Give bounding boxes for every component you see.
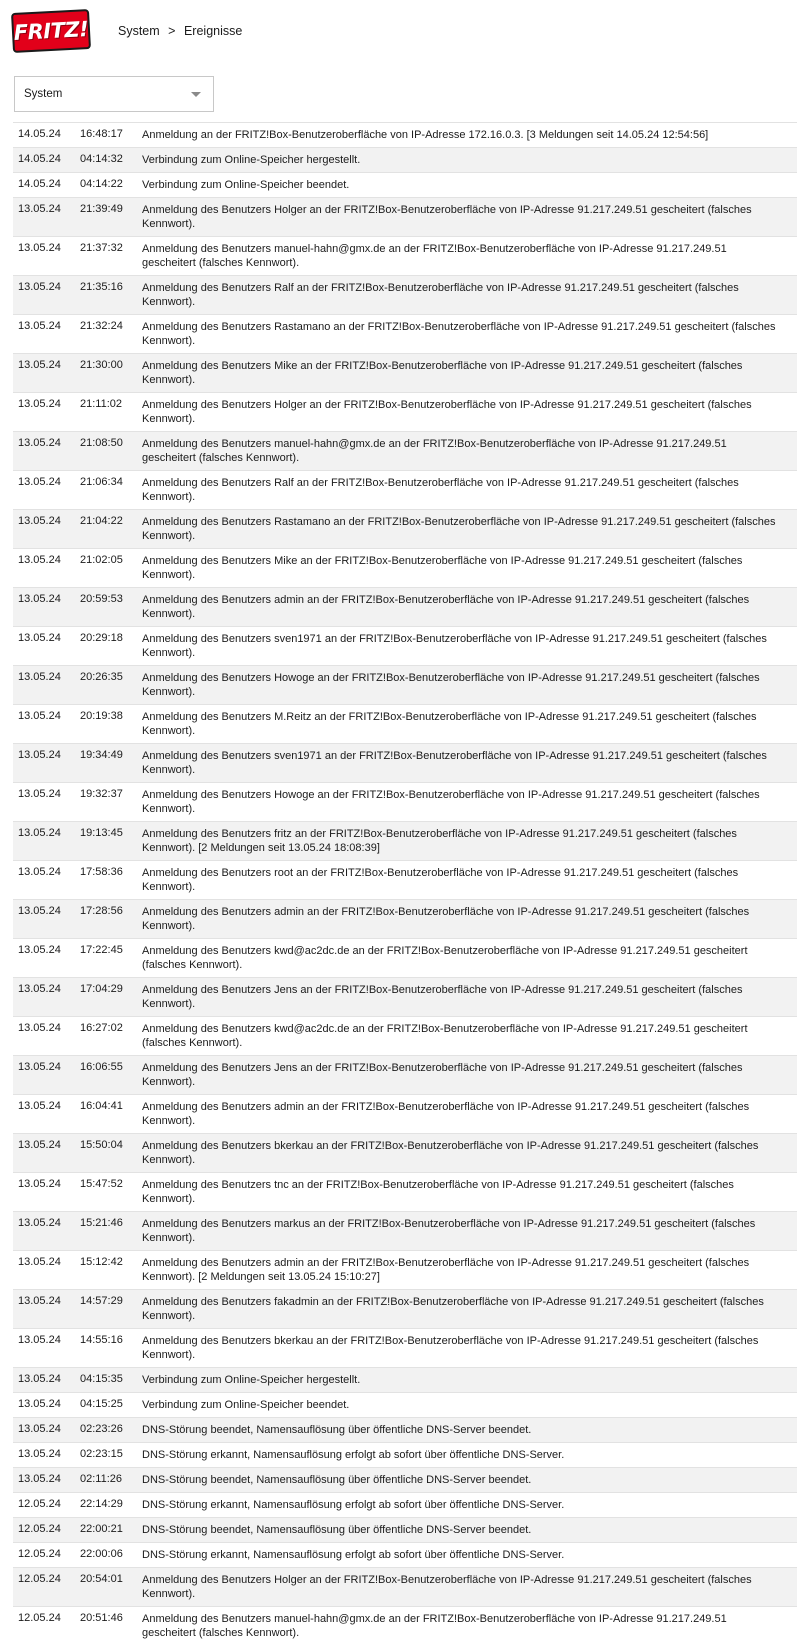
event-time: 22:00:06 bbox=[80, 1548, 123, 1560]
event-date: 13.05.24 bbox=[18, 1448, 61, 1460]
event-date: 13.05.24 bbox=[18, 788, 61, 800]
event-date: 13.05.24 bbox=[18, 749, 61, 761]
event-message: Anmeldung des Benutzers Holger an der FRITZ!Box-Benutzeroberfläche von IP-Adresse 91.217.249.51 gescheitert (falsches Kennwort). bbox=[142, 1574, 752, 1600]
event-time: 15:50:04 bbox=[80, 1139, 123, 1151]
event-message: Anmeldung des Benutzers kwd@ac2dc.de an der FRITZ!Box-Benutzeroberfläche von IP-Adresse 91.217.249.51 gescheitert (falsches Kennwort). bbox=[142, 1023, 748, 1049]
event-row bbox=[13, 1468, 797, 1493]
event-row bbox=[13, 939, 797, 978]
event-message: Anmeldung des Benutzers Rastamano an der FRITZ!Box-Benutzeroberfläche von IP-Adresse 91.217.249.51 gescheitert (falsches Kennwort). bbox=[142, 516, 776, 542]
event-message: Anmeldung des Benutzers Ralf an der FRITZ!Box-Benutzeroberfläche von IP-Adresse 91.217.249.51 gescheitert (falsches Kennwort). bbox=[142, 282, 739, 308]
event-row bbox=[13, 1418, 797, 1443]
event-row bbox=[13, 1607, 797, 1645]
event-message: Anmeldung des Benutzers Jens an der FRITZ!Box-Benutzeroberfläche von IP-Adresse 91.217.249.51 gescheitert (falsches Kennwort). bbox=[142, 1062, 743, 1088]
event-row bbox=[13, 237, 797, 276]
event-row bbox=[13, 783, 797, 822]
breadcrumb-current: Ereignisse bbox=[183, 24, 243, 38]
event-time: 16:48:17 bbox=[80, 128, 123, 140]
event-time: 22:14:29 bbox=[80, 1498, 123, 1510]
event-row bbox=[13, 276, 797, 315]
event-row bbox=[13, 900, 797, 939]
event-time: 04:15:35 bbox=[80, 1373, 123, 1385]
event-date: 13.05.24 bbox=[18, 1423, 61, 1435]
event-time: 04:14:32 bbox=[80, 153, 123, 165]
event-date: 13.05.24 bbox=[18, 515, 61, 527]
event-row bbox=[13, 978, 797, 1017]
event-row bbox=[13, 1329, 797, 1368]
event-row bbox=[13, 123, 797, 148]
event-message: Anmeldung des Benutzers sven1971 an der FRITZ!Box-Benutzeroberfläche von IP-Adresse 91.217.249.51 gescheitert (falsches Kennwort). bbox=[142, 750, 767, 776]
event-time: 21:06:34 bbox=[80, 476, 123, 488]
event-date: 13.05.24 bbox=[18, 1256, 61, 1268]
event-time: 19:32:37 bbox=[80, 788, 123, 800]
event-time: 16:06:55 bbox=[80, 1061, 123, 1073]
event-date: 14.05.24 bbox=[18, 153, 61, 165]
event-date: 13.05.24 bbox=[18, 242, 61, 254]
event-time: 21:04:22 bbox=[80, 515, 123, 527]
event-time: 02:23:15 bbox=[80, 1448, 123, 1460]
event-row bbox=[13, 666, 797, 705]
event-message: Anmeldung des Benutzers Holger an der FRITZ!Box-Benutzeroberfläche von IP-Adresse 91.217.249.51 gescheitert (falsches Kennwort). bbox=[142, 399, 752, 425]
event-date: 12.05.24 bbox=[18, 1548, 61, 1560]
event-message: Anmeldung des Benutzers Holger an der FRITZ!Box-Benutzeroberfläche von IP-Adresse 91.217.249.51 gescheitert (falsches Kennwort). bbox=[142, 204, 752, 230]
event-message: DNS-Störung erkannt, Namensauflösung erfolgt ab sofort über öffentliche DNS-Server. bbox=[142, 1499, 565, 1511]
event-date: 13.05.24 bbox=[18, 944, 61, 956]
event-date: 13.05.24 bbox=[18, 398, 61, 410]
event-row bbox=[13, 1443, 797, 1468]
event-row bbox=[13, 744, 797, 783]
event-message: Anmeldung des Benutzers Mike an der FRITZ!Box-Benutzeroberfläche von IP-Adresse 91.217.249.51 gescheitert (falsches Kennwort). bbox=[142, 360, 743, 386]
event-message: Anmeldung des Benutzers fritz an der FRITZ!Box-Benutzeroberfläche von IP-Adresse 91.217.249.51 gescheitert (falsches Kennwort). [2 Meldungen seit 13.05.24 18:08:39] bbox=[142, 828, 737, 854]
breadcrumb bbox=[118, 24, 242, 38]
event-date: 13.05.24 bbox=[18, 1061, 61, 1073]
event-row bbox=[13, 1017, 797, 1056]
event-date: 13.05.24 bbox=[18, 866, 61, 878]
event-time: 21:30:00 bbox=[80, 359, 123, 371]
event-row bbox=[13, 1095, 797, 1134]
event-time: 21:35:16 bbox=[80, 281, 123, 293]
event-message: DNS-Störung erkannt, Namensauflösung erfolgt ab sofort über öffentliche DNS-Server. bbox=[142, 1449, 565, 1461]
event-message: Anmeldung des Benutzers Ralf an der FRITZ!Box-Benutzeroberfläche von IP-Adresse 91.217.249.51 gescheitert (falsches Kennwort). bbox=[142, 477, 739, 503]
event-row bbox=[13, 1518, 797, 1543]
event-message: Anmeldung des Benutzers admin an der FRITZ!Box-Benutzeroberfläche von IP-Adresse 91.217.249.51 gescheitert (falsches Kennwort). bbox=[142, 1101, 750, 1127]
event-message: Anmeldung des Benutzers admin an der FRITZ!Box-Benutzeroberfläche von IP-Adresse 91.217.249.51 gescheitert (falsches Kennwort). bbox=[142, 906, 750, 932]
event-time: 17:22:45 bbox=[80, 944, 123, 956]
event-time: 19:13:45 bbox=[80, 827, 123, 839]
event-row bbox=[13, 1251, 797, 1290]
event-time: 14:57:29 bbox=[80, 1295, 123, 1307]
event-date: 13.05.24 bbox=[18, 1295, 61, 1307]
event-message: Anmeldung des Benutzers bkerkau an der FRITZ!Box-Benutzeroberfläche von IP-Adresse 91.217.249.51 gescheitert (falsches Kennwort). bbox=[142, 1335, 759, 1361]
event-message: Verbindung zum Online-Speicher beendet. bbox=[142, 179, 350, 191]
breadcrumb-root[interactable]: System bbox=[118, 24, 160, 38]
event-time: 19:34:49 bbox=[80, 749, 123, 761]
event-date: 13.05.24 bbox=[18, 554, 61, 566]
event-message: Anmeldung des Benutzers Jens an der FRITZ!Box-Benutzeroberfläche von IP-Adresse 91.217.249.51 gescheitert (falsches Kennwort). bbox=[142, 984, 743, 1010]
event-message: Anmeldung des Benutzers markus an der FRITZ!Box-Benutzeroberfläche von IP-Adresse 91.217.249.51 gescheitert (falsches Kennwort). bbox=[142, 1218, 756, 1244]
event-row bbox=[13, 315, 797, 354]
event-time: 20:19:38 bbox=[80, 710, 123, 722]
event-row bbox=[13, 1212, 797, 1251]
event-message: Anmeldung des Benutzers manuel-hahn@gmx.de an der FRITZ!Box-Benutzeroberfläche von IP-Adresse 91.217.249.51 gescheitert (falsches Kennwort). bbox=[142, 243, 727, 269]
event-date: 13.05.24 bbox=[18, 1334, 61, 1346]
event-message: Anmeldung des Benutzers Howoge an der FRITZ!Box-Benutzeroberfläche von IP-Adresse 91.217.249.51 gescheitert (falsches Kennwort). bbox=[142, 789, 760, 815]
event-time: 17:28:56 bbox=[80, 905, 123, 917]
event-time: 20:26:35 bbox=[80, 671, 123, 683]
event-row bbox=[13, 198, 797, 237]
event-message: Anmeldung des Benutzers root an der FRITZ!Box-Benutzeroberfläche von IP-Adresse 91.217.249.51 gescheitert (falsches Kennwort). bbox=[142, 867, 739, 893]
event-date: 13.05.24 bbox=[18, 281, 61, 293]
event-row bbox=[13, 354, 797, 393]
event-row bbox=[13, 1543, 797, 1568]
event-time: 15:12:42 bbox=[80, 1256, 123, 1268]
breadcrumb-separator: > bbox=[168, 24, 176, 38]
event-message: Anmeldung des Benutzers Howoge an der FRITZ!Box-Benutzeroberfläche von IP-Adresse 91.217.249.51 gescheitert (falsches Kennwort). bbox=[142, 672, 760, 698]
event-row bbox=[13, 822, 797, 861]
event-date: 13.05.24 bbox=[18, 359, 61, 371]
event-message: DNS-Störung beendet, Namensauflösung über öffentliche DNS-Server beendet. bbox=[142, 1424, 532, 1436]
event-time: 20:51:46 bbox=[80, 1612, 123, 1624]
event-row bbox=[13, 705, 797, 744]
event-date: 13.05.24 bbox=[18, 1217, 61, 1229]
event-message: Verbindung zum Online-Speicher beendet. bbox=[142, 1399, 350, 1411]
event-date: 12.05.24 bbox=[18, 1498, 61, 1510]
event-row bbox=[13, 432, 797, 471]
event-date: 13.05.24 bbox=[18, 1398, 61, 1410]
event-time: 21:02:05 bbox=[80, 554, 123, 566]
event-time: 20:59:53 bbox=[80, 593, 123, 605]
event-row bbox=[13, 627, 797, 666]
event-date: 14.05.24 bbox=[18, 178, 61, 190]
event-date: 13.05.24 bbox=[18, 1473, 61, 1485]
event-row bbox=[13, 1134, 797, 1173]
event-row bbox=[13, 1368, 797, 1393]
event-message: Anmeldung des Benutzers manuel-hahn@gmx.de an der FRITZ!Box-Benutzeroberfläche von IP-Adresse 91.217.249.51 gescheitert (falsches Kennwort). bbox=[142, 1613, 727, 1639]
event-list bbox=[13, 122, 797, 1645]
event-message: Anmeldung an der FRITZ!Box-Benutzeroberfläche von IP-Adresse 172.16.0.3. [3 Meldungen seit 14.05.24 12:54:56] bbox=[142, 129, 709, 141]
event-time: 22:00:21 bbox=[80, 1523, 123, 1535]
event-time: 20:54:01 bbox=[80, 1573, 123, 1585]
event-date: 13.05.24 bbox=[18, 1178, 61, 1190]
event-time: 16:04:41 bbox=[80, 1100, 123, 1112]
event-message: Verbindung zum Online-Speicher hergestellt. bbox=[142, 154, 361, 166]
event-filter-select[interactable] bbox=[14, 76, 214, 112]
event-time: 21:39:49 bbox=[80, 203, 123, 215]
event-row bbox=[13, 1173, 797, 1212]
event-row bbox=[13, 1290, 797, 1329]
event-message: Anmeldung des Benutzers fakadmin an der FRITZ!Box-Benutzeroberfläche von IP-Adresse 91.217.249.51 gescheitert (falsches Kennwort). bbox=[142, 1296, 764, 1322]
chevron-down-icon bbox=[191, 92, 201, 97]
event-row bbox=[13, 148, 797, 173]
event-message: Anmeldung des Benutzers bkerkau an der FRITZ!Box-Benutzeroberfläche von IP-Adresse 91.217.249.51 gescheitert (falsches Kennwort). bbox=[142, 1140, 759, 1166]
event-time: 15:21:46 bbox=[80, 1217, 123, 1229]
event-message: Anmeldung des Benutzers admin an der FRITZ!Box-Benutzeroberfläche von IP-Adresse 91.217.249.51 gescheitert (falsches Kennwort). [2 Meldungen seit 13.05.24 15:10:27] bbox=[142, 1257, 750, 1283]
event-row bbox=[13, 1568, 797, 1607]
event-date: 13.05.24 bbox=[18, 710, 61, 722]
event-time: 21:32:24 bbox=[80, 320, 123, 332]
event-message: Anmeldung des Benutzers kwd@ac2dc.de an der FRITZ!Box-Benutzeroberfläche von IP-Adresse 91.217.249.51 gescheitert (falsches Kennwort). bbox=[142, 945, 748, 971]
event-message: DNS-Störung erkannt, Namensauflösung erfolgt ab sofort über öffentliche DNS-Server. bbox=[142, 1549, 565, 1561]
event-message: DNS-Störung beendet, Namensauflösung über öffentliche DNS-Server beendet. bbox=[142, 1524, 532, 1536]
event-message: Anmeldung des Benutzers Rastamano an der FRITZ!Box-Benutzeroberfläche von IP-Adresse 91.217.249.51 gescheitert (falsches Kennwort). bbox=[142, 321, 776, 347]
event-time: 21:08:50 bbox=[80, 437, 123, 449]
fritz-logo bbox=[11, 9, 91, 53]
event-date: 13.05.24 bbox=[18, 1139, 61, 1151]
event-date: 12.05.24 bbox=[18, 1612, 61, 1624]
event-date: 12.05.24 bbox=[18, 1573, 61, 1585]
event-date: 13.05.24 bbox=[18, 437, 61, 449]
event-time: 04:15:25 bbox=[80, 1398, 123, 1410]
page-header bbox=[0, 0, 810, 62]
event-time: 14:55:16 bbox=[80, 1334, 123, 1346]
event-filter-value: System bbox=[24, 88, 63, 100]
logo-label: FRITZ! bbox=[13, 17, 89, 45]
event-row bbox=[13, 510, 797, 549]
event-time: 04:14:22 bbox=[80, 178, 123, 190]
event-row bbox=[13, 549, 797, 588]
event-message: Anmeldung des Benutzers sven1971 an der FRITZ!Box-Benutzeroberfläche von IP-Adresse 91.217.249.51 gescheitert (falsches Kennwort). bbox=[142, 633, 767, 659]
event-date: 13.05.24 bbox=[18, 593, 61, 605]
event-row bbox=[13, 173, 797, 198]
event-row bbox=[13, 471, 797, 510]
event-date: 13.05.24 bbox=[18, 320, 61, 332]
event-date: 13.05.24 bbox=[18, 632, 61, 644]
event-time: 15:47:52 bbox=[80, 1178, 123, 1190]
event-time: 16:27:02 bbox=[80, 1022, 123, 1034]
event-time: 02:23:26 bbox=[80, 1423, 123, 1435]
event-date: 14.05.24 bbox=[18, 128, 61, 140]
event-time: 21:37:32 bbox=[80, 242, 123, 254]
event-date: 13.05.24 bbox=[18, 203, 61, 215]
event-date: 13.05.24 bbox=[18, 671, 61, 683]
event-message: Verbindung zum Online-Speicher hergestellt. bbox=[142, 1374, 361, 1386]
event-message: DNS-Störung beendet, Namensauflösung über öffentliche DNS-Server beendet. bbox=[142, 1474, 532, 1486]
event-row bbox=[13, 1493, 797, 1518]
event-row bbox=[13, 861, 797, 900]
event-date: 13.05.24 bbox=[18, 1373, 61, 1385]
event-message: Anmeldung des Benutzers admin an der FRITZ!Box-Benutzeroberfläche von IP-Adresse 91.217.249.51 gescheitert (falsches Kennwort). bbox=[142, 594, 750, 620]
event-row bbox=[13, 588, 797, 627]
event-date: 13.05.24 bbox=[18, 983, 61, 995]
event-date: 13.05.24 bbox=[18, 1100, 61, 1112]
event-time: 21:11:02 bbox=[80, 398, 123, 410]
event-message: Anmeldung des Benutzers manuel-hahn@gmx.de an der FRITZ!Box-Benutzeroberfläche von IP-Adresse 91.217.249.51 gescheitert (falsches Kennwort). bbox=[142, 438, 727, 464]
event-date: 12.05.24 bbox=[18, 1523, 61, 1535]
event-message: Anmeldung des Benutzers M.Reitz an der FRITZ!Box-Benutzeroberfläche von IP-Adresse 91.217.249.51 gescheitert (falsches Kennwort). bbox=[142, 711, 757, 737]
event-message: Anmeldung des Benutzers Mike an der FRITZ!Box-Benutzeroberfläche von IP-Adresse 91.217.249.51 gescheitert (falsches Kennwort). bbox=[142, 555, 743, 581]
event-time: 17:58:36 bbox=[80, 866, 123, 878]
event-date: 13.05.24 bbox=[18, 1022, 61, 1034]
event-row bbox=[13, 1393, 797, 1418]
event-time: 02:11:26 bbox=[80, 1473, 123, 1485]
event-message: Anmeldung des Benutzers tnc an der FRITZ!Box-Benutzeroberfläche von IP-Adresse 91.217.249.51 gescheitert (falsches Kennwort). bbox=[142, 1179, 734, 1205]
event-date: 13.05.24 bbox=[18, 905, 61, 917]
event-date: 13.05.24 bbox=[18, 827, 61, 839]
event-row bbox=[13, 1056, 797, 1095]
event-row bbox=[13, 393, 797, 432]
event-time: 17:04:29 bbox=[80, 983, 123, 995]
event-time: 20:29:18 bbox=[80, 632, 123, 644]
event-date: 13.05.24 bbox=[18, 476, 61, 488]
